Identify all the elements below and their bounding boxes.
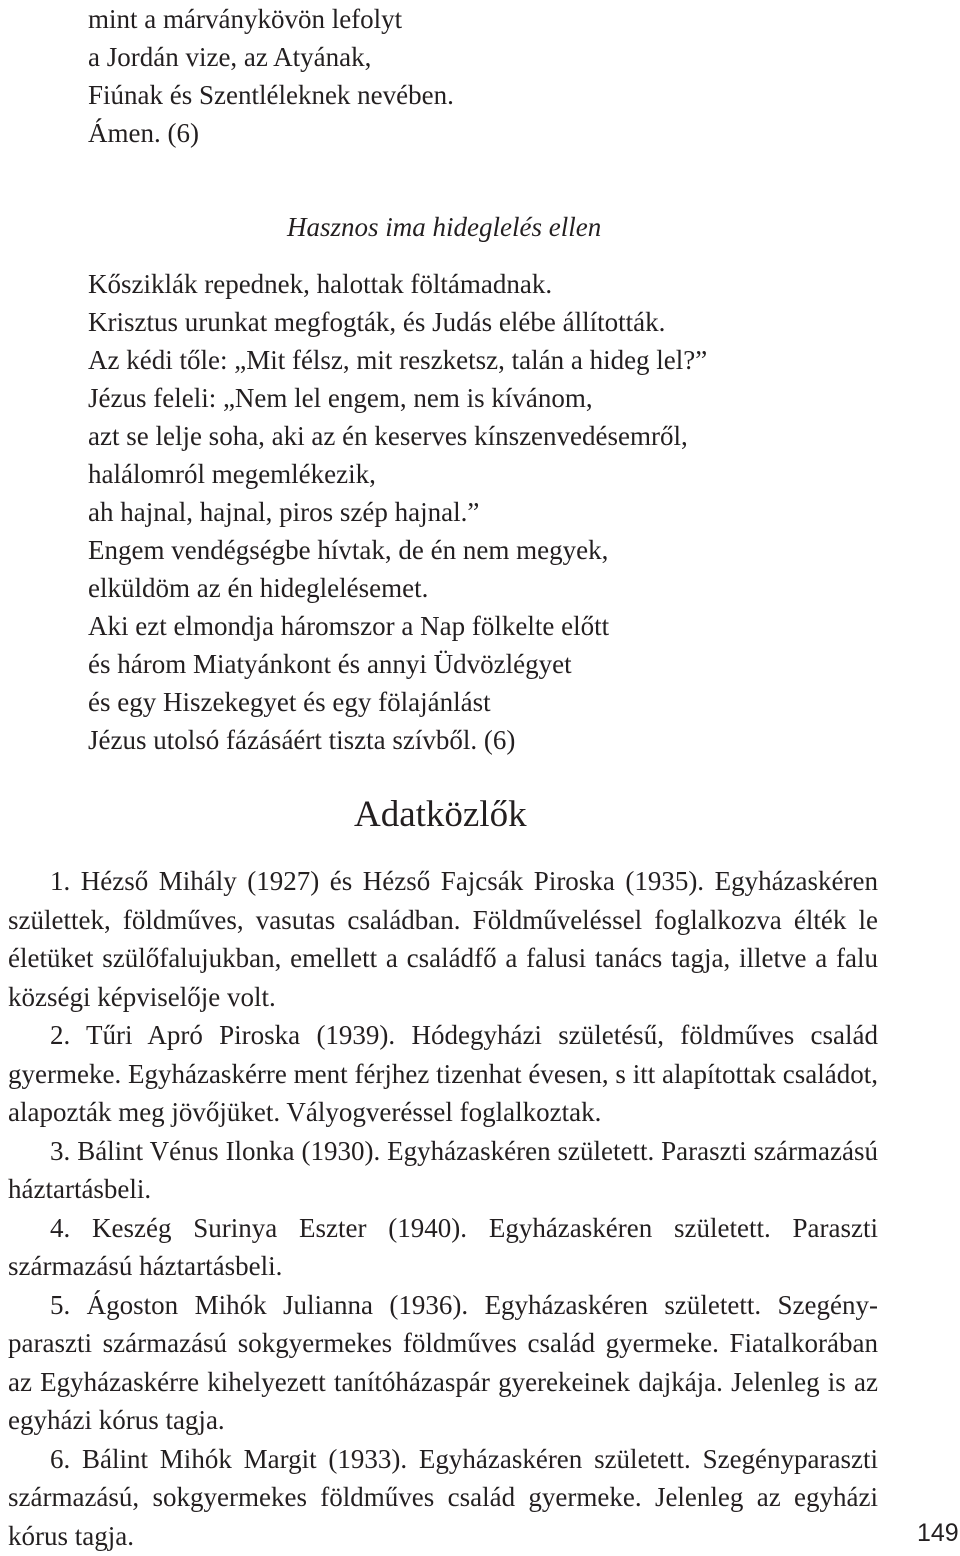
informant-entry: 1. Hézső Mihály (1927) és Hézső Fajcsák Piroska (1935). Egyházaskéren születtek, földműves, vasutas családban. Földműveléssel foglalkozva élték le életüket szülőfalujukban, emellett a családfő a falusi tanács tagja, illetve a falu községi képviselője volt. [8,866,878,1012]
informant-list [8,862,878,1555]
informant-entry: 5. Ágoston Mihók Julianna (1936). Egyházaskéren született. Szegényparaszti származású sokgyermekes földműves család gyermeke. Fiatalkorában az Egyházaskérre kihelyezett tanítóházaspár gyerekeinek dajkája. Jelenleg is az egyházi kórus tagja. [8,1289,878,1435]
verse-line: a Jordán vize, az Atyának, [88,42,372,72]
verse-line: azt se lelje soha, aki az én keserves kínszenvedésemről, [88,421,688,451]
informant-entry: 6. Bálint Mihók Margit (1933). Egyházaskéren született. Szegényparaszti származású, sokgyermekes földműves család gyermeke. Jelenleg az egyházi kórus tagja. [8,1443,878,1551]
page-number: 149 [917,1519,959,1547]
verse-line: Engem vendégségbe hívtak, de én nem megyek, [88,535,609,565]
verse-line: elküldöm az én hideglelésemet. [88,573,429,603]
section-heading: Adatközlők [354,794,527,835]
verse-line: Kősziklák repednek, halottak föltámadnak. [88,269,553,299]
poem-title: Hasznos ima hideglelés ellen [287,212,602,242]
informant-entry: 4. Keszég Surinya Eszter (1940). Egyházaskéren született. Paraszti származású háztartásbeli. [8,1212,878,1281]
verse-line: mint a márványkövön lefolyt [88,4,403,34]
informant-entry: 2. Tűri Apró Piroska (1939). Hódegyházi születésű, földműves család gyermeke. Egyházaskérre ment férjhez tizenhat évesen, s itt alapítottak családot, alapozták meg jövőjüket. Vályogveréssel foglalkoztak. [8,1020,878,1127]
verse-line: halálomról megemlékezik, [88,459,376,489]
verse-line: Krisztus urunkat megfogták, és Judás elébe állították. [88,307,666,337]
verse-line: Fiúnak és Szentléleknek nevében. [88,80,454,110]
verse-line: Ámen. (6) [88,118,199,148]
verse-line: Aki ezt elmondja háromszor a Nap fölkelte előtt [88,611,610,641]
verse-line: Jézus utolsó fázásáért tiszta szívből. (6) [88,725,516,755]
verse-line: Jézus feleli: „Nem lel engem, nem is kívánom, [88,383,593,413]
verse-line: Az kédi tőle: „Mit félsz, mit reszketsz, talán a hideg lel?” [88,345,708,375]
verse-line: és egy Hiszekegyet és egy fölajánlást [88,687,491,717]
verse-line: és három Miatyánkont és annyi Üdvözlégyet [88,649,572,679]
informant-entry: 3. Bálint Vénus Ilonka (1930). Egyházaskéren született. Paraszti származású háztartásbeli. [8,1135,878,1204]
verse-line: ah hajnal, hajnal, piros szép hajnal.” [88,497,480,527]
